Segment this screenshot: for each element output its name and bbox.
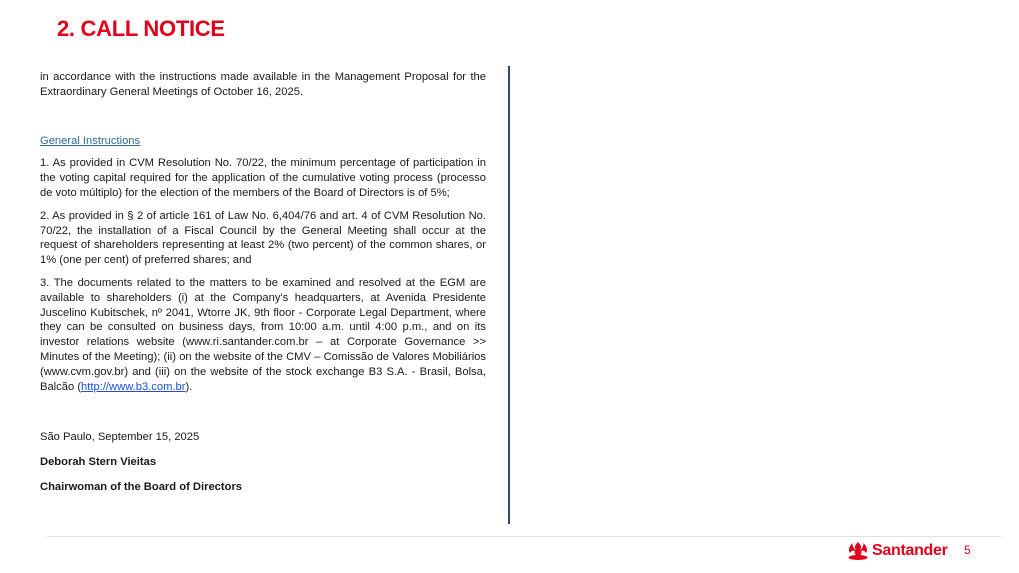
general-instructions-heading: General Instructions	[40, 134, 141, 147]
column-divider	[508, 66, 510, 524]
place-and-date: São Paulo, September 15, 2025	[40, 431, 200, 444]
footer-divider	[47, 536, 1001, 537]
b3-website-link[interactable]: http://www.b3.com.br	[81, 380, 186, 393]
page-number: 5	[964, 543, 971, 557]
instruction-item-3-end: ).	[185, 380, 193, 393]
santander-flame-icon	[848, 542, 868, 560]
instruction-item-2: 2. As provided in § 2 of article 161 of Law No. 6,404/76 and art. 4 of CVM Resolution No. 70/22, the installation of a Fiscal Council by the General Meeting shall occur at the request of shareholders representing at least 2% (two percent) of the common shares, or 1% (one per cent) of preferred shares; and	[40, 209, 486, 267]
call-notice-body	[40, 70, 486, 495]
santander-logo-text: Santander	[872, 542, 948, 559]
signer-name: Deborah Stern Vieitas	[40, 456, 157, 469]
instruction-item-1: 1. As provided in CVM Resolution No. 70/22, the minimum percentage of participation in the voting capital required for the application of the cumulative voting process (processo de voto múltiplo) for the election of the members of the Board of Directors is of 5%;	[40, 157, 486, 199]
slide-title: 2. CALL NOTICE	[57, 16, 225, 41]
intro-paragraph: in accordance with the instructions made available in the Management Proposal for the Extraordinary General Meetings of October 16, 2025.	[40, 71, 486, 98]
signer-role: Chairwoman of the Board of Directors	[40, 480, 243, 493]
instruction-item-3-text: 3. The documents related to the matters to be examined and resolved at the EGM are available to shareholders (i) at the Company's headquarters, at Avenida Presidente Juscelino Kubitschek, nº 2041, Wtorre JK, 9th floor - Corporate Legal Department, where they can be consulted on business days, from 10:00 a.m. until 4:00 p.m., and on its investor relations website (www.ri.santander.com.br – at Corporate Governance >> Minutes of the Meeting); (ii) on the website of the CMV – Comissão de Valores Mobiliários (www.cvm.gov.br) and (iii) on the website of the stock exchange B3 S.A. - Brasil, Bolsa, Balcão (	[40, 276, 486, 393]
santander-logo	[848, 539, 948, 563]
instruction-item-3	[40, 276, 486, 394]
